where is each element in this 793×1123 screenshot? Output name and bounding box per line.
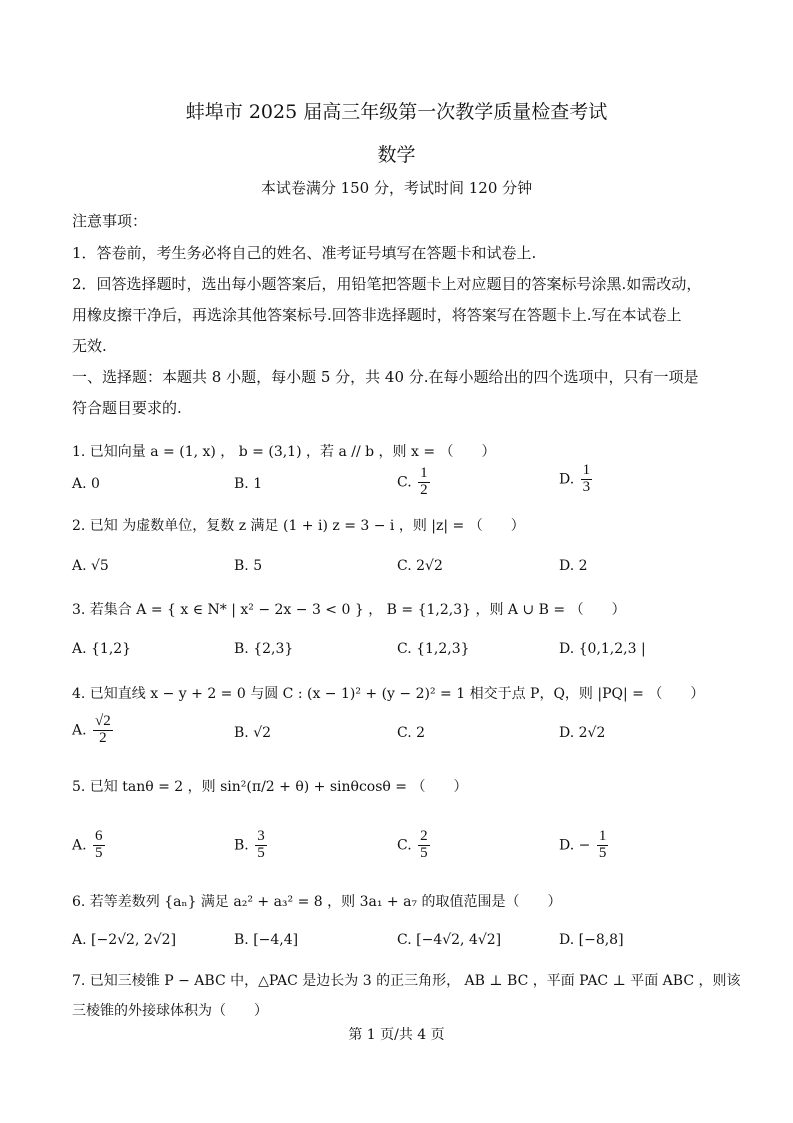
question-6-option-d: D. [−8,8] bbox=[559, 932, 624, 948]
question-1-option-a: A. 0 bbox=[72, 476, 100, 492]
question-1-option-b: B. 1 bbox=[234, 476, 263, 492]
question-3-option-a: A. {1,2} bbox=[72, 641, 132, 657]
question-7-line-2: 三棱锥的外接球体积为（ ） bbox=[72, 1003, 268, 1019]
notice-item-2-line-2: 用橡皮擦干净后，再选涂其他答案标号.回答非选择题时，将答案写在答题卡上.写在本试卷上 bbox=[72, 306, 682, 324]
question-2-option-c: C. 2√2 bbox=[397, 558, 443, 574]
question-3-option-c: C. {1,2,3} bbox=[397, 641, 470, 657]
notice-item-2-line-3: 无效. bbox=[72, 337, 107, 355]
question-6-stem: 6. 若等差数列 {aₙ} 满足 a₂² + a₃² = 8 ，则 3a₁ + a₇ 的取值范围是（ ） bbox=[72, 894, 562, 910]
question-1-stem: 1. 已知向量 a = (1, x) ， b = (3,1) ，若 a // b ，则 x = （ ） bbox=[72, 444, 496, 460]
exam-title: 蚌埠市 2025 届高三年级第一次教学质量检查考试 bbox=[185, 101, 608, 123]
exam-info: 本试卷满分 150 分，考试时间 120 分钟 bbox=[260, 179, 533, 197]
question-5-option-c: C. $\frac{2}{5}$ bbox=[397, 828, 428, 861]
page-footer: 第 1 页/共 4 页 bbox=[348, 1027, 445, 1043]
question-5-stem: 5. 已知 tanθ = 2 ，则 sin²(π/2 + θ) + sinθcosθ = （ ） bbox=[72, 779, 468, 795]
question-2-option-b: B. 5 bbox=[234, 558, 263, 574]
question-3-option-d: D. {0,1,2,3 | bbox=[559, 641, 646, 657]
question-1-option-d: D. $\frac{1}{3}$ bbox=[559, 462, 591, 495]
question-6-option-b: B. [−4,4] bbox=[234, 932, 299, 948]
question-4-option-b: B. √2 bbox=[234, 725, 272, 741]
section-heading-line-1: 一、选择题：本题共 8 小题，每小题 5 分，共 40 分.在每小题给出的四个选项中，只有一项是 bbox=[72, 368, 699, 386]
question-4-option-a: A. $\frac{√2}{2}$ bbox=[72, 713, 111, 746]
question-5-option-b: B. $\frac{3}{5}$ bbox=[234, 828, 265, 861]
question-7-line-1: 7. 已知三棱锥 P − ABC 中，△PAC 是边长为 3 的正三角形， AB ⊥ BC ，平面 PAC ⊥ 平面 ABC ，则该 bbox=[72, 973, 741, 989]
notice-item-2-line-1: 2．回答选择题时，选出每小题答案后，用铅笔把答题卡上对应题目的答案标号涂黑.如需改动， bbox=[72, 275, 702, 293]
question-2-option-a: A. √5 bbox=[72, 558, 109, 574]
question-4-option-d: D. 2√2 bbox=[559, 725, 606, 741]
question-6-option-c: C. [−4√2, 4√2] bbox=[397, 932, 502, 948]
question-5-option-d: D. − $\frac{1}{5}$ bbox=[559, 828, 607, 861]
question-2-stem: 2. 已知 为虚数单位，复数 z 满足 (1 + i) z = 3 − i ，则 |z| = （ ） bbox=[72, 518, 525, 534]
question-6-option-a: A. [−2√2, 2√2] bbox=[72, 932, 177, 948]
question-3-stem: 3. 若集合 A = { x ∈ N* | x² − 2x − 3 < 0 } ， B = {1,2,3} ，则 A ∪ B = （ ） bbox=[72, 602, 626, 618]
subject-title: 数学 bbox=[377, 144, 416, 166]
notice-heading: 注意事项： bbox=[72, 212, 148, 230]
question-4-option-c: C. 2 bbox=[397, 725, 426, 741]
question-4-stem: 4. 已知直线 x − y + 2 = 0 与圆 C : (x − 1)² + (y − 2)² = 1 相交于点 P，Q，则 |PQ| = （ ） bbox=[72, 686, 705, 702]
question-1-option-c: C. $\frac{1}{2}$ bbox=[397, 465, 428, 498]
section-heading-line-2: 符合题目要求的. bbox=[72, 399, 182, 417]
question-5-option-a: A. $\frac{6}{5}$ bbox=[72, 828, 103, 861]
notice-item-1: 1．答卷前，考生务必将自己的姓名、准考证号填写在答题卡和试卷上. bbox=[72, 244, 537, 262]
question-3-option-b: B. {2,3} bbox=[234, 641, 294, 657]
question-2-option-d: D. 2 bbox=[559, 558, 588, 574]
